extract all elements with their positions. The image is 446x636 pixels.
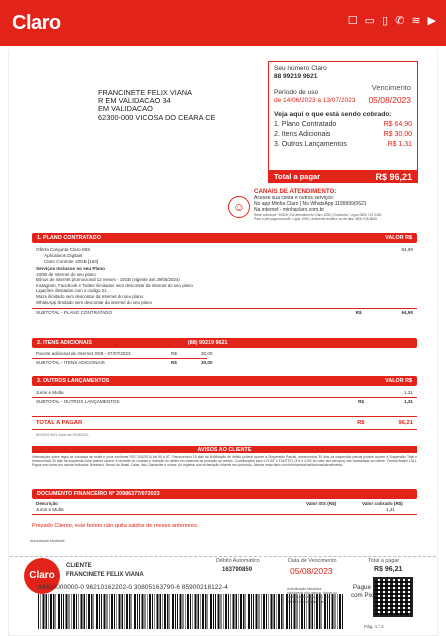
tv-icon: ▭ (364, 15, 376, 27)
item-value: 1,31 (404, 389, 413, 395)
wifi-icon: ≋ (411, 15, 421, 27)
channels-title: CANAIS DE ATENDIMENTO: (254, 188, 337, 195)
channels-line: Acesse sua conta e outros serviços: (254, 195, 335, 201)
client-name: FRANCINETE FELIX VIANA (66, 572, 144, 578)
col-header: Valor cobrado (R$) (362, 500, 403, 506)
subtotal-label: SUBTOTAL - OUTROS LANÇAMENTOS (36, 399, 120, 405)
service-icons (348, 15, 436, 27)
channels-line: No app Minha Claro | No WhatsApp 1199999(0621 (254, 201, 367, 207)
address-block (98, 89, 215, 122)
currency: R$ (355, 309, 362, 315)
fine-print: 88 99219 9621 Saldo até 29/05/2024 (36, 433, 89, 437)
channels-line: Na internet - minhaclaro.com.br (254, 207, 325, 213)
financial-document (32, 489, 417, 515)
currency: R$ (358, 399, 365, 405)
currency: R$ (357, 420, 365, 426)
support-channels (254, 188, 444, 221)
item-value: 30,00 (201, 350, 213, 356)
summary-box (268, 61, 418, 183)
smiley-icon: ☺ (228, 196, 250, 218)
subtotal-row (32, 309, 417, 315)
col-header: Valor ISS (R$) (306, 500, 337, 506)
section-number: (88) 99219 9621 (187, 340, 228, 346)
item-label: Juros e Multa (36, 389, 64, 395)
summary-item-label: 1. Plano Contratado (274, 121, 337, 128)
service-item: Ligações ilimitadas com o código 21 (36, 288, 107, 294)
section-title: 1. PLANO CONTRATADO (37, 235, 101, 241)
summary-item-value: R$ 1,31 (387, 141, 412, 148)
call-icon: ✆ (395, 15, 405, 27)
address-line: EM VALIDACAO (98, 104, 153, 114)
cut-line (10, 556, 436, 557)
subtotal-value: 1,31 (404, 399, 413, 405)
service-item: Instagram, Facebook e Twitter ilimitados sem descontar da internet do seu plano (36, 282, 193, 288)
due-label: Vencimento (371, 83, 411, 92)
notices-title: AVISOS AO CLIENTE (197, 446, 252, 453)
customer-name: FRANCINETE FELIX VIANA (98, 88, 193, 97)
plan-sub: Claro Controle 10GB [163] (44, 259, 99, 265)
due-date: 05/08/2023 (368, 95, 411, 105)
total-label: Total a pagar (274, 172, 321, 181)
mobile-icon: ▯ (382, 15, 389, 27)
stub-total-label: Total a pagar (368, 558, 400, 564)
summary-item-label: 3. Outros Lançamentos (274, 141, 347, 148)
section-title: 2. ITENS ADICIONAIS (37, 340, 92, 346)
services-title: Serviços Inclusos no seu Plano (36, 265, 105, 271)
phone-icon: ☐ (347, 15, 358, 27)
stub-note: Autenticação Mecânica: solicitamos não rasurar, dobrar ou perfurar esta fatura, pois isso dificulta o código de barras. (287, 587, 337, 604)
summary-items (274, 120, 412, 150)
client-label: CLIENTE (66, 563, 92, 569)
address-line: 62300-000 VICOSA DO CEARA CE (98, 112, 216, 122)
section-title: 3. OUTROS LANÇAMENTOS (37, 378, 110, 384)
stub-due-date: 05/08/2023 (290, 566, 333, 576)
header-bar (0, 0, 446, 46)
doc-row-value: 1,31 (386, 507, 395, 513)
total-bar (268, 170, 418, 183)
item-label: Pacote adicional de Internet 3GB - 07/07/2023 (36, 350, 131, 356)
period-label: Período de uso (274, 89, 319, 96)
notices-bar (32, 446, 417, 453)
currency: R$ (171, 350, 177, 356)
col-header: Descrição (36, 500, 58, 506)
section-bar (32, 376, 417, 386)
summary-item-label: 2. Itens Adicionais (274, 131, 331, 138)
section-bar (32, 233, 417, 243)
plan-name: Oferta Conjunta Claro MIX (36, 246, 91, 252)
claro-stub-logo: Claro (24, 558, 60, 594)
section-additional (32, 338, 417, 366)
debit-label: Débito Automático (216, 558, 260, 564)
subtotal-label: SUBTOTAL - ITENS ADICIONAIS (36, 360, 105, 366)
qr-code (373, 577, 413, 617)
period-value: de 14/06/2023 a 13/07/2023 (274, 97, 356, 104)
claro-logo: Claro (12, 12, 61, 34)
pix-label: Pague com Pix (350, 584, 373, 599)
stub-total-value: R$ 96,21 (374, 566, 403, 573)
service-item: Bônus de internet promocional 12 meses - 10GB (vigente até 29/05/2024) (36, 277, 180, 283)
summary-question: Veja aqui o que está sendo cobrado: (274, 111, 392, 118)
auth-label: Autorização Mediante (30, 539, 65, 543)
notice-text: Prezado Cliente, este boleto não quita saldos de meses anteriores. (32, 523, 199, 529)
phone-number: 88 99219 9621 (274, 73, 318, 80)
channels-fine: Rede cobrança *1052# | No atendimento Claro 1052 | Ouvidoria - Ligue 0800 710 0180 (254, 213, 382, 217)
number-label: Seu número Claro (274, 65, 327, 72)
currency: R$ (171, 360, 177, 366)
doc-row-label: Juros e Multa (36, 507, 64, 513)
plan-value: 64,90 (401, 246, 413, 252)
value-header: VALOR R$ (385, 235, 412, 241)
address-line: R EM VALIDACAO 34 (98, 96, 171, 106)
section-other (32, 376, 417, 405)
service-item: Waze ilimitado sem descontar da Internet do seu plano (36, 293, 143, 299)
play-icon: ▶ (427, 15, 436, 27)
stub-due-label: Data de Vencimento (288, 558, 337, 564)
total-label: TOTAL A PAGAR (36, 420, 83, 426)
service-item: 10GB de Internet do seu plano (36, 271, 96, 277)
subtotal-value: 30,00 (201, 360, 213, 366)
service-item: WhatsApp ilimitado sem descontar da internet do seu plano (36, 299, 152, 305)
subtotal-label: SUBTOTAL - PLANO CONTRATADO (36, 309, 113, 315)
channels-fine: Para o pré-pago/controle: Ligue 1052 | deficiente auditivo ou de fala: 0800 036 8545 (254, 217, 377, 221)
page-number: Pág. 1 / 2 (364, 624, 384, 629)
total-value: 96,21 (398, 420, 413, 426)
notices (32, 446, 417, 468)
value-header: VALOR R$ (385, 378, 412, 384)
plan-sub: Aplicativos Digitais (44, 253, 83, 259)
document-bar (32, 489, 417, 499)
summary-item-value: R$ 30,00 (383, 131, 412, 138)
document-title: DOCUMENTO FINANCEIRO Nº 20986377/072023 (37, 491, 160, 497)
debit-value: 163790859 (222, 567, 253, 573)
notices-text: Informações sobre regra de cobrança de multa e juros conforme RGC 632/2014 Art 90 a 97. Transcorridos 15 dias da Notificação de débito poderá ocorrer a Suspensão Parcial, transcorridos 30 dias da suspensão parcial poderá ocorrer a Suspensão Total e transcorridos 30 dias da suspensão total poderá ocorrer a rescisão do contrato e inclusão do débito em sistemas de proteção ao crédito. Contribuições para o FUST e FUNTTEL (1% e 0,5% do valor dos serviços) não repassadas ao cliente. Central Anatel 1331. Pague sua conta nos canais indicados: Bradesco, Banco do Brasil, Caixa, Itaú, Santander e outros. Ao registrar sua reclamação informe seu protocolo. Acesse www.claro.com.br/empresa/institucional/atendimento. (32, 455, 417, 468)
total-row (32, 416, 417, 430)
summary-item-value: R$ 64,90 (383, 121, 412, 128)
section-plan (32, 233, 417, 316)
barcode-digits: 84880000000-0 96210162202-0 30805163790-6 85900218122-4 (38, 584, 228, 591)
subtotal-value: 64,90 (401, 309, 413, 315)
total-value: R$ 96,21 (375, 171, 412, 182)
section-bar (32, 338, 417, 348)
